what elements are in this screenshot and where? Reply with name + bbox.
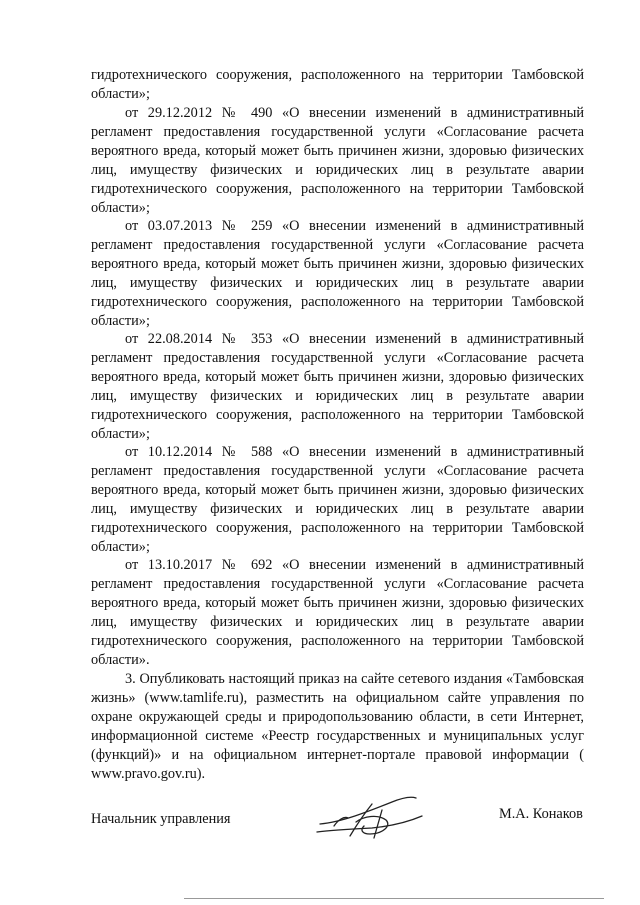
paragraph-continuation: гидротехнического сооружения, расположенного на территории Тамбовской области»; bbox=[91, 67, 584, 103]
signatory-name: М.А. Конаков bbox=[499, 806, 583, 822]
handwritten-signature bbox=[312, 792, 432, 844]
paragraph-order-2013-259: от 03.07.2013 № 259 «О внесении изменений в административный регламент предоставления государственной услуги «Согласование расчета вероятного вреда, который может быть причинен жизни, здоровью физических лиц, имуществу физических и юридических лиц в результате аварии гидротехнического сооружения, расположенного на территории Тамбовской области»; bbox=[91, 218, 584, 330]
page-bottom-divider bbox=[184, 898, 604, 899]
signatory-title: Начальник управления bbox=[91, 811, 231, 827]
paragraph-order-2014-353: от 22.08.2014 № 353 «О внесении изменений в административный регламент предоставления государственной услуги «Согласование расчета вероятного вреда, который может быть причинен жизни, здоровью физических лиц, имуществу физических и юридических лиц в результате аварии гидротехнического сооружения, расположенного на территории Тамбовской области»; bbox=[91, 331, 584, 443]
paragraph-publication: 3. Опубликовать настоящий приказ на сайте сетевого издания «Тамбовская жизнь» (www.tamlife.ru), разместить на официальном сайте управления по охране окружающей среды и природопользованию области, в сети Интернет, информационной системе «Реестр государственных и муниципальных услуг (функций)» и на официальном интернет-портале правовой информации ( www.pravo.gov.ru). bbox=[91, 671, 584, 783]
paragraph-order-2012-490: от 29.12.2012 № 490 «О внесении изменений в административный регламент предоставления государственной услуги «Согласование расчета вероятного вреда, который может быть причинен жизни, здоровью физических лиц, имуществу физических и юридических лиц в результате аварии гидротехнического сооружения, расположенного на территории Тамбовской области»; bbox=[91, 105, 584, 217]
paragraph-order-2014-588: от 10.12.2014 № 588 «О внесении изменений в административный регламент предоставления государственной услуги «Согласование расчета вероятного вреда, который может быть причинен жизни, здоровью физических лиц, имуществу физических и юридических лиц в результате аварии гидротехнического сооружения, расположенного на территории Тамбовской области»; bbox=[91, 444, 584, 556]
paragraph-order-2017-692: от 13.10.2017 № 692 «О внесении изменений в административный регламент предоставления государственной услуги «Согласование расчета вероятного вреда, который может быть причинен жизни, здоровью физических лиц, имуществу физических и юридических лиц в результате аварии гидротехнического сооружения, расположенного на территории Тамбовской области». bbox=[91, 557, 584, 669]
